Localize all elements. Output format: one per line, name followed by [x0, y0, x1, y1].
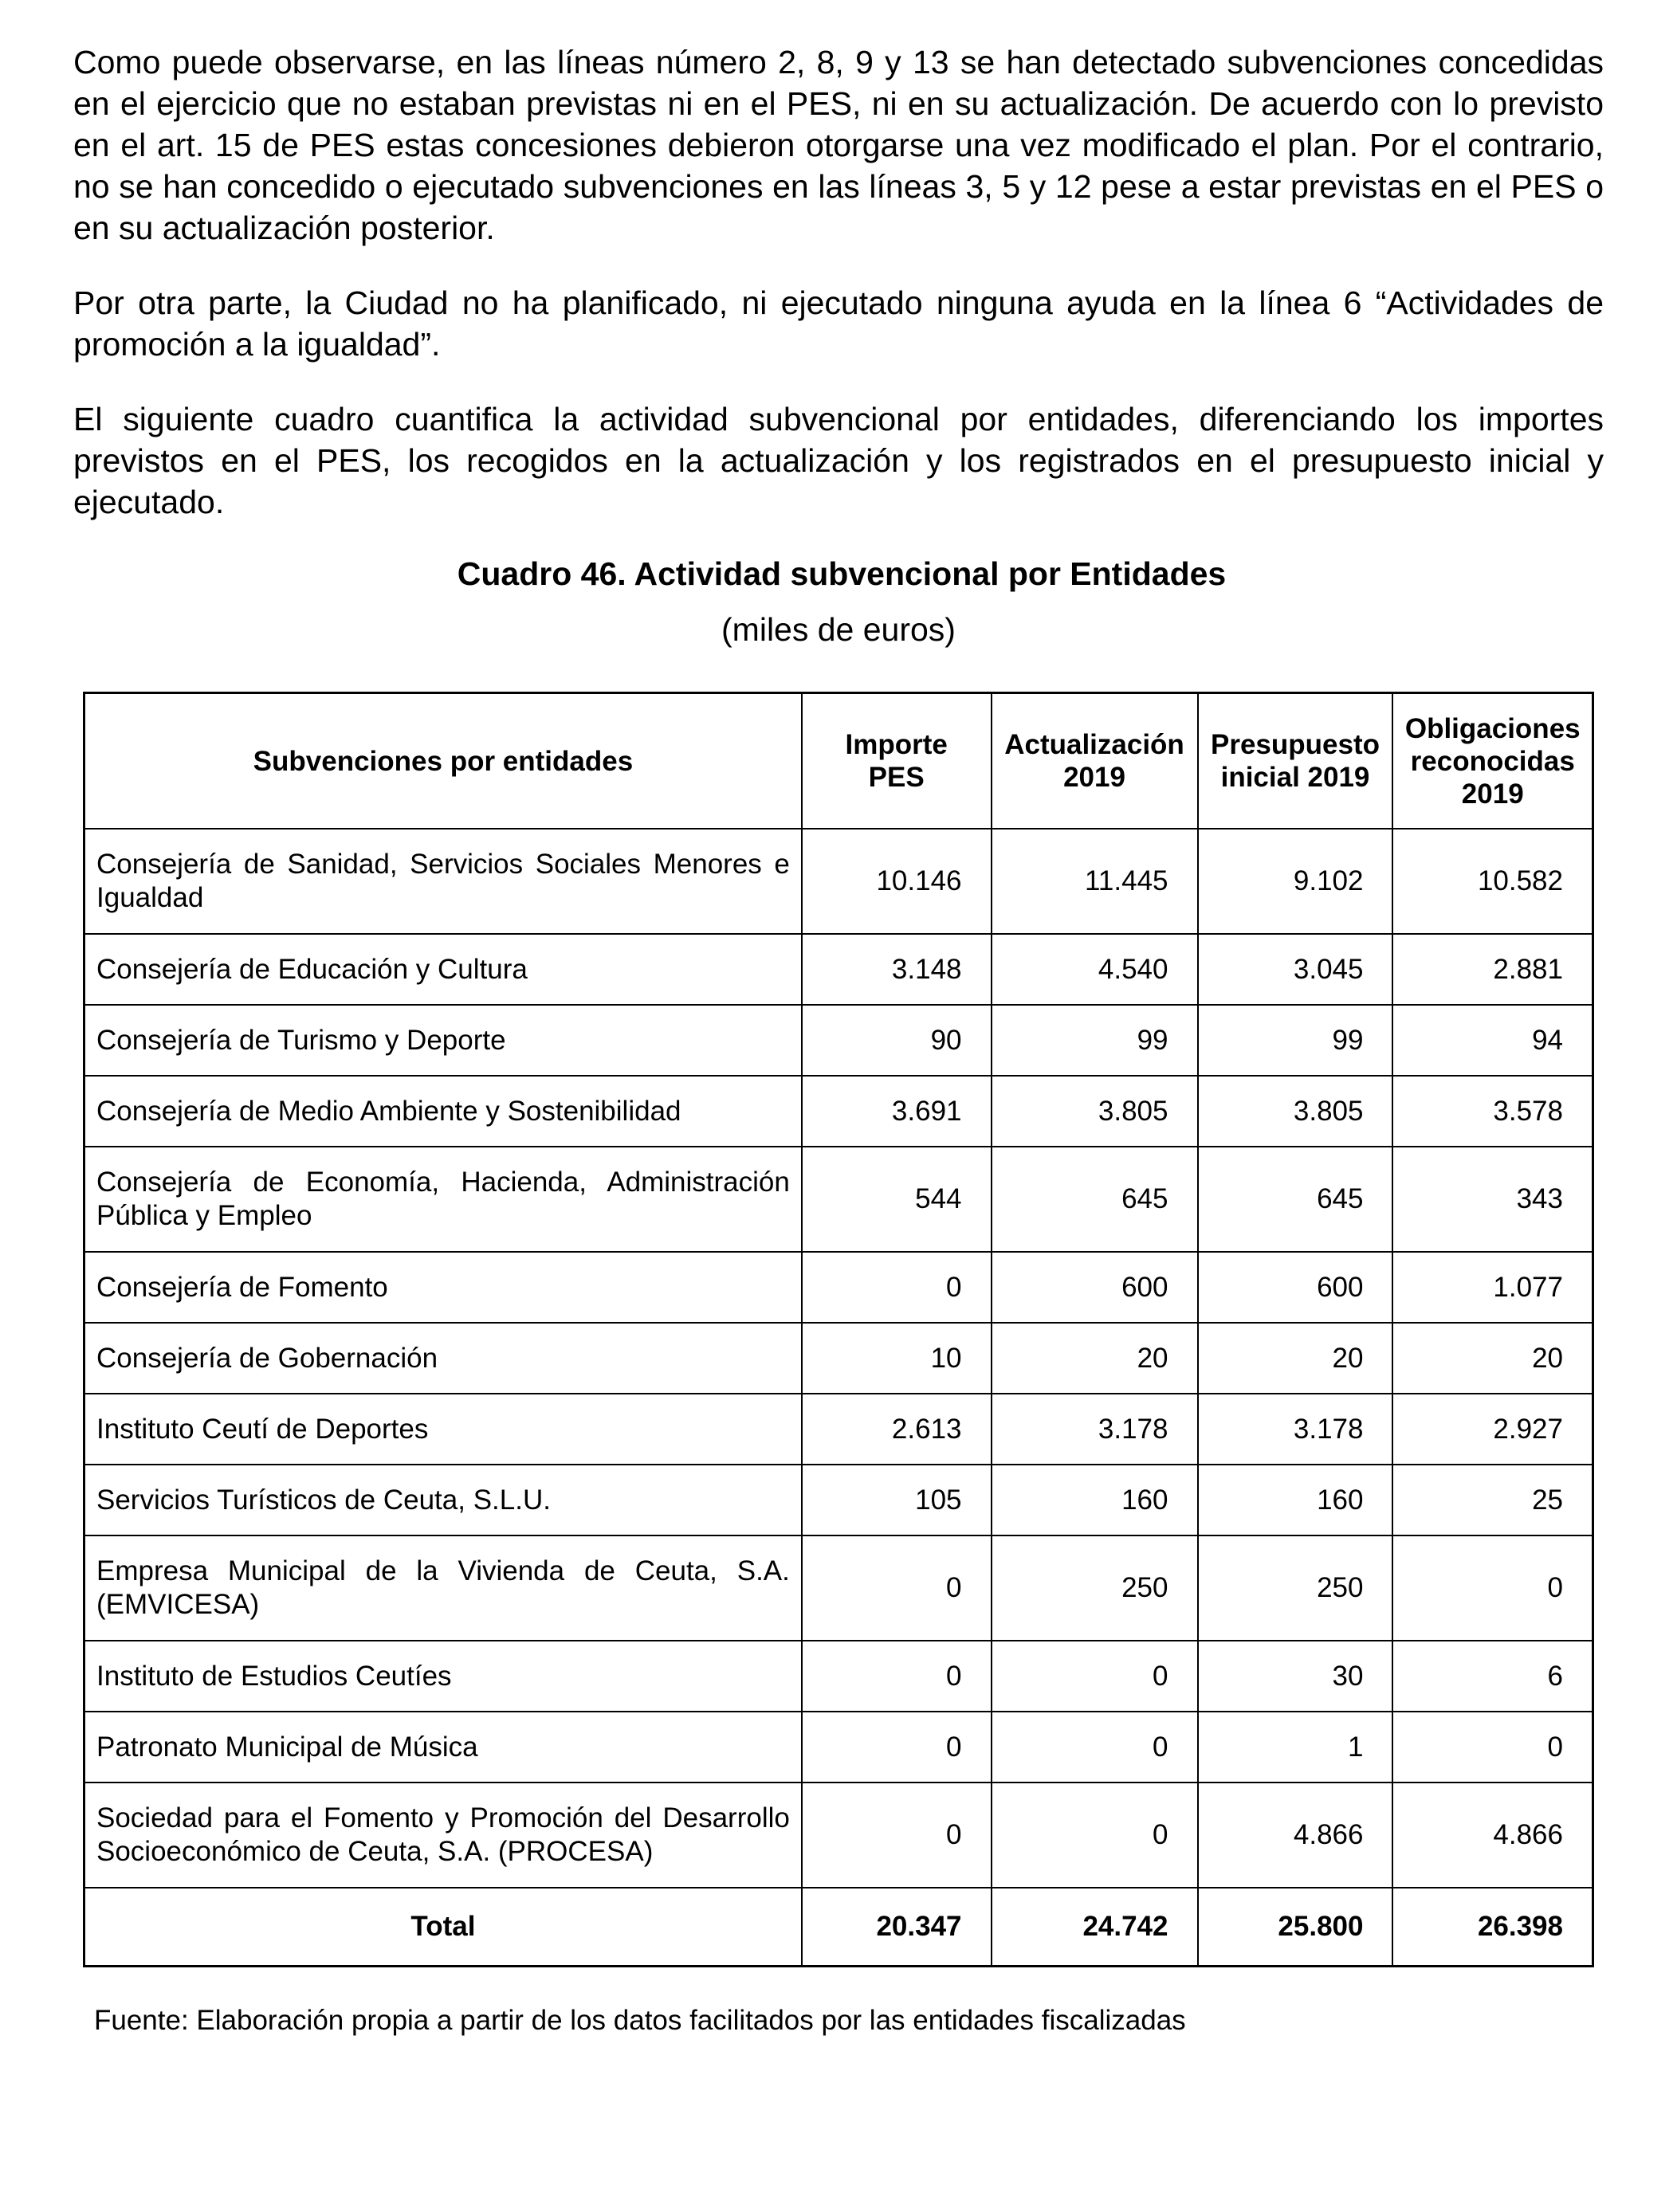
table-row: [84, 934, 1593, 1005]
cell-budget: 99: [1198, 1005, 1393, 1076]
table-row: [84, 1005, 1593, 1076]
cell-entity: Servicios Turísticos de Ceuta, S.L.U.: [84, 1465, 802, 1535]
cell-budget: 600: [1198, 1252, 1393, 1323]
table-row: [84, 1252, 1593, 1323]
header-update: [992, 693, 1198, 830]
cell-entity: Patronato Municipal de Música: [84, 1712, 802, 1783]
cell-pes: 10.146: [802, 829, 992, 934]
cell-obligations: 3.578: [1392, 1076, 1593, 1147]
cell-budget: 160: [1198, 1465, 1393, 1535]
cell-pes: 0: [802, 1712, 992, 1783]
table-header-row: [84, 693, 1593, 830]
cell-budget: 3.805: [1198, 1076, 1393, 1147]
header-pes-line2: PES: [868, 762, 925, 793]
cell-update: 250: [992, 1535, 1198, 1641]
cell-budget: 3.045: [1198, 934, 1393, 1005]
cell-entity: Consejería de Medio Ambiente y Sostenibilidad: [84, 1076, 802, 1147]
cell-budget: 30: [1198, 1641, 1393, 1712]
cell-entity: Consejería de Fomento: [84, 1252, 802, 1323]
header-update-line2: 2019: [1063, 762, 1125, 793]
header-obligations-line2: reconocidas: [1410, 745, 1575, 777]
cell-pes: 10: [802, 1323, 992, 1394]
cell-pes: 3.148: [802, 934, 992, 1005]
cell-update: 3.805: [992, 1076, 1198, 1147]
paragraph-1: Como puede observarse, en las líneas número 2, 8, 9 y 13 se han detectado subvenciones concedidas en el ejercicio que no estaban previstas ni en el PES, ni en su actualización. De acuerdo con lo previsto en el art. 15 de PES estas concesiones debieron otorgarse una vez modificado el plan. Por el contrario, no se han concedido o ejecutado subvenciones en las líneas 3, 5 y 12 pese a estar previstas en el PES o en su actualización posterior.: [73, 44, 1604, 246]
cell-pes: 0: [802, 1252, 992, 1323]
cell-budget: 250: [1198, 1535, 1393, 1641]
total-pes: 20.347: [802, 1888, 992, 1967]
cell-obligations: 6: [1392, 1641, 1593, 1712]
header-budget: [1198, 693, 1393, 830]
header-obligations-line1: Obligaciones: [1404, 712, 1581, 744]
cell-pes: 3.691: [802, 1076, 992, 1147]
cell-entity: Consejería de Gobernación: [84, 1323, 802, 1394]
table-source-note: Fuente: Elaboración propia a partir de los datos facilitados por las entidades fiscalizadas: [94, 2005, 1186, 2036]
cell-obligations: 25: [1392, 1465, 1593, 1535]
cell-pes: 544: [802, 1147, 992, 1252]
cell-update: 645: [992, 1147, 1198, 1252]
cell-pes: 0: [802, 1641, 992, 1712]
table-row: [84, 1076, 1593, 1147]
cell-pes: 2.613: [802, 1394, 992, 1465]
header-obligations: [1392, 693, 1593, 830]
cell-entity: Instituto de Estudios Ceutíes: [84, 1641, 802, 1712]
document-body: [73, 41, 1604, 556]
table-row: [84, 1323, 1593, 1394]
cell-update: 0: [992, 1712, 1198, 1783]
subsidies-table: [83, 692, 1594, 1967]
cell-entity: Consejería de Turismo y Deporte: [84, 1005, 802, 1076]
cell-update: 160: [992, 1465, 1198, 1535]
header-pes: [802, 693, 992, 830]
cell-update: 3.178: [992, 1394, 1198, 1465]
cell-entity: Consejería de Sanidad, Servicios Sociales Menores e Igualdad: [84, 829, 802, 934]
cell-update: 600: [992, 1252, 1198, 1323]
header-budget-line2: inicial 2019: [1220, 762, 1370, 793]
cell-obligations: 0: [1392, 1712, 1593, 1783]
header-pes-line1: Importe: [845, 729, 948, 760]
total-label: Total: [84, 1888, 802, 1967]
table-row: [84, 1712, 1593, 1783]
cell-budget: 645: [1198, 1147, 1393, 1252]
cell-update: 0: [992, 1783, 1198, 1888]
cell-entity: Sociedad para el Fomento y Promoción del Desarrollo Socioeconómico de Ceuta, S.A. (PROCESA): [84, 1783, 802, 1888]
cell-update: 99: [992, 1005, 1198, 1076]
table-row: [84, 829, 1593, 934]
table-total-row: [84, 1888, 1593, 1967]
cell-budget: 4.866: [1198, 1783, 1393, 1888]
cell-budget: 9.102: [1198, 829, 1393, 934]
table-row: [84, 1783, 1593, 1888]
table-row: [84, 1535, 1593, 1641]
cell-obligations: 94: [1392, 1005, 1593, 1076]
cell-obligations: 10.582: [1392, 829, 1593, 934]
header-update-line1: Actualización: [1004, 729, 1184, 760]
cell-entity: Consejería de Economía, Hacienda, Administración Pública y Empleo: [84, 1147, 802, 1252]
cell-pes: 0: [802, 1783, 992, 1888]
cell-update: 0: [992, 1641, 1198, 1712]
cell-obligations: 2.927: [1392, 1394, 1593, 1465]
table-row: [84, 1147, 1593, 1252]
table-title: Cuadro 46. Actividad subvencional por Entidades: [457, 555, 1227, 592]
cell-pes: 105: [802, 1465, 992, 1535]
cell-update: 11.445: [992, 829, 1198, 934]
table-caption: [73, 553, 1604, 650]
cell-budget: 3.178: [1198, 1394, 1393, 1465]
cell-budget: 20: [1198, 1323, 1393, 1394]
table-row: [84, 1394, 1593, 1465]
header-entity: Subvenciones por entidades: [84, 693, 802, 830]
total-update: 24.742: [992, 1888, 1198, 1967]
header-obligations-line3: 2019: [1461, 778, 1524, 810]
cell-budget: 1: [1198, 1712, 1393, 1783]
cell-pes: 90: [802, 1005, 992, 1076]
cell-obligations: 1.077: [1392, 1252, 1593, 1323]
paragraph-3: El siguiente cuadro cuantifica la actividad subvencional por entidades, diferenciando los importes previstos en el PES, los recogidos en la actualización y los registrados en el presupuesto inicial y ejecutado.: [73, 401, 1604, 520]
cell-update: 4.540: [992, 934, 1198, 1005]
header-budget-line1: Presupuesto: [1210, 729, 1380, 760]
paragraph-2: Por otra parte, la Ciudad no ha planificado, ni ejecutado ninguna ayuda en la línea 6 “Actividades de promoción a la igualdad”.: [73, 284, 1604, 363]
cell-obligations: 20: [1392, 1323, 1593, 1394]
cell-entity: Instituto Ceutí de Deportes: [84, 1394, 802, 1465]
cell-entity: Empresa Municipal de la Vivienda de Ceuta, S.A. (EMVICESA): [84, 1535, 802, 1641]
cell-obligations: 4.866: [1392, 1783, 1593, 1888]
table-row: [84, 1641, 1593, 1712]
total-budget: 25.800: [1198, 1888, 1393, 1967]
cell-entity: Consejería de Educación y Cultura: [84, 934, 802, 1005]
cell-update: 20: [992, 1323, 1198, 1394]
cell-pes: 0: [802, 1535, 992, 1641]
total-obligations: 26.398: [1392, 1888, 1593, 1967]
table-unit: (miles de euros): [721, 611, 956, 648]
table-row: [84, 1465, 1593, 1535]
cell-obligations: 2.881: [1392, 934, 1593, 1005]
cell-obligations: 343: [1392, 1147, 1593, 1252]
cell-obligations: 0: [1392, 1535, 1593, 1641]
